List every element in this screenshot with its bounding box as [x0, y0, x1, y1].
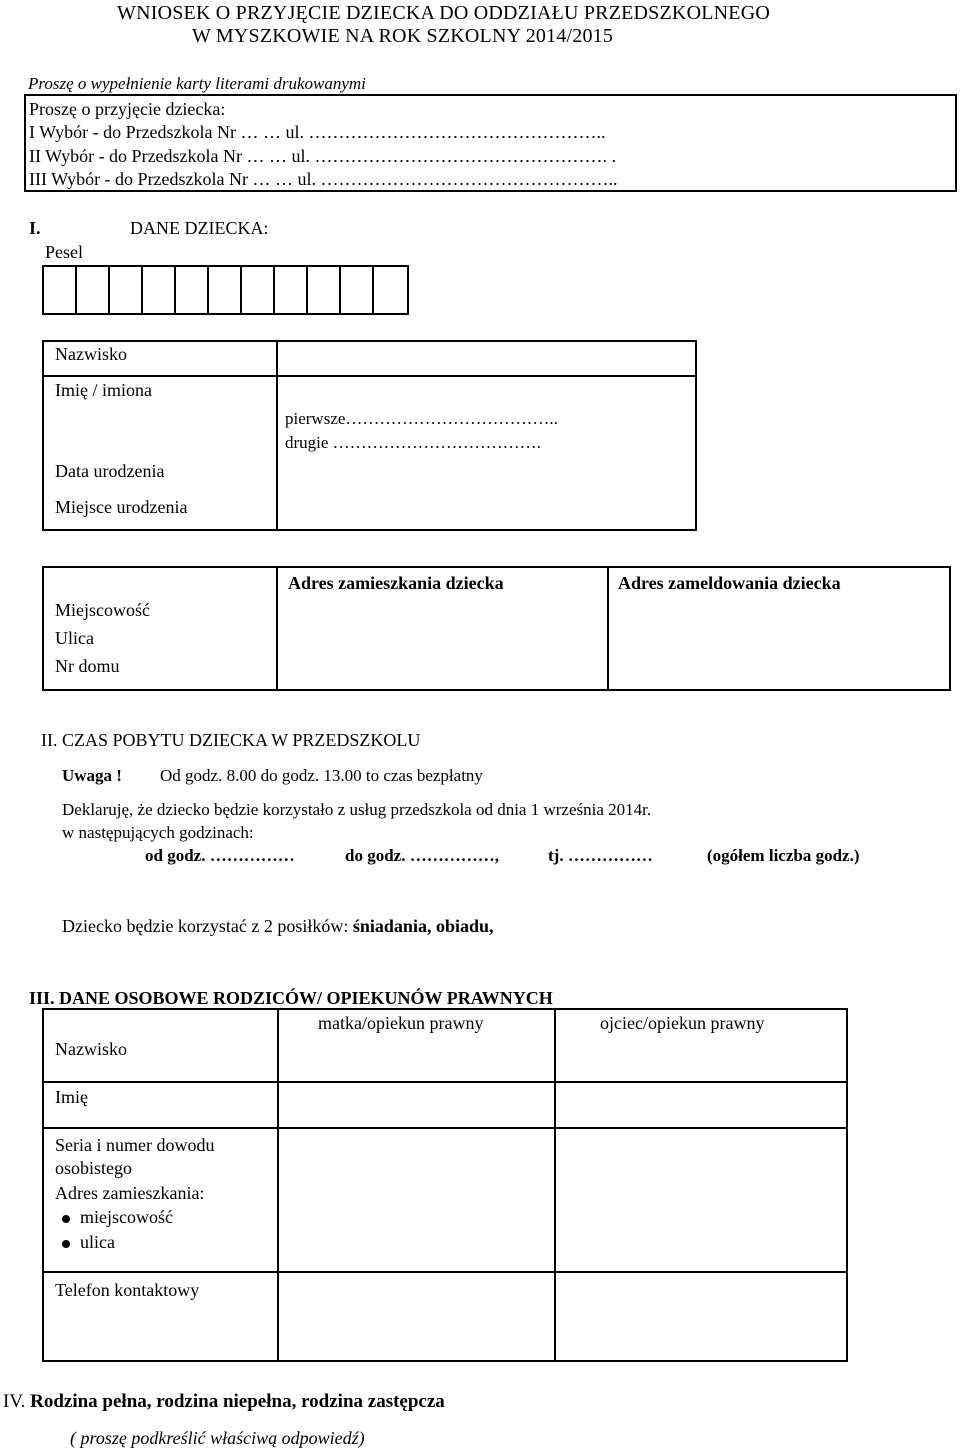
bullet-icon — [62, 1215, 70, 1223]
table-divider — [42, 1081, 848, 1083]
parent-street-item — [62, 1232, 115, 1253]
section1-title: DANE DZIECKA: — [130, 218, 269, 238]
parent-name-label: Imię — [55, 1087, 88, 1107]
section1-number: I. — [29, 218, 41, 238]
hours-total-field[interactable]: tj. …………… — [548, 846, 653, 865]
field-birthplace-label: Miejsce urodzenia — [55, 497, 188, 517]
form-title-line2: W MYSZKOWIE NA ROK SZKOLNY 2014/2015 — [192, 25, 614, 47]
table-divider — [276, 566, 278, 691]
choice-first[interactable]: I Wybór - do Przedszkola Nr … … ul. ………………………………………….. — [29, 122, 606, 142]
table-divider — [277, 1008, 279, 1362]
mother-column-header: matka/opiekun prawny — [318, 1013, 484, 1033]
hours-total-label: (ogółem liczba godz.) — [707, 846, 860, 865]
field-birthdate-label: Data urodzenia — [55, 461, 165, 481]
pesel-digit-cell[interactable] — [209, 267, 242, 313]
pesel-digit-cell[interactable] — [176, 267, 209, 313]
hours-from-field[interactable]: od godz. …………… — [145, 846, 295, 865]
meals-prefix: Dziecko będzie korzystać z 2 posiłków: — [62, 916, 349, 936]
pesel-digit-cell[interactable] — [44, 267, 77, 313]
section4-heading — [3, 1391, 445, 1413]
meals-text — [62, 916, 493, 937]
field-surname-label: Nazwisko — [55, 344, 127, 364]
first-name-field[interactable]: pierwsze……………………………….. — [285, 409, 558, 428]
pesel-digit-cell[interactable] — [308, 267, 341, 313]
section4-instruction: ( proszę podkreślić właściwą odpowiedź) — [70, 1428, 365, 1448]
section3-title: III. DANE OSOBOWE RODZICÓW/ OPIEKUNÓW PRAWNYCH — [29, 988, 553, 1008]
field-names-label: Imię / imiona — [55, 380, 152, 400]
pesel-label: Pesel — [45, 242, 83, 262]
second-name-field[interactable]: drugie ………………………………. — [285, 433, 541, 452]
parent-surname-label: Nazwisko — [55, 1039, 127, 1059]
table-divider — [607, 566, 609, 691]
table-divider — [42, 1271, 848, 1273]
pesel-digit-cell[interactable] — [77, 267, 110, 313]
choice-third[interactable]: III Wybór - do Przedszkola Nr … … ul. ………………………………………….. — [29, 169, 618, 189]
form-title-line1: WNIOSEK O PRZYJĘCIE DZIECKA DO ODDZIAŁU PRZEDSZKOLNEGO — [117, 2, 770, 24]
pesel-digit-cell[interactable] — [275, 267, 308, 313]
parent-address-label: Adres zamieszkania: — [55, 1183, 205, 1203]
choice-heading: Proszę o przyjęcie dziecka: — [29, 99, 226, 119]
table-divider — [276, 340, 278, 531]
table-divider — [42, 375, 697, 377]
fill-instruction: Proszę o wypełnienie karty literami drukowanymi — [28, 74, 366, 93]
note-label: Uwaga ! — [62, 766, 122, 785]
parent-town-item — [62, 1207, 173, 1228]
table-divider — [554, 1008, 556, 1362]
pesel-digit-cell[interactable] — [374, 267, 407, 313]
house-number-label: Nr domu — [55, 656, 120, 676]
residence-address-header: Adres zamieszkania dziecka — [288, 573, 504, 593]
hours-to-field[interactable]: do godz. ……………, — [345, 846, 499, 865]
street-label: Ulica — [55, 628, 94, 648]
choice-second[interactable]: II Wybór - do Przedszkola Nr … … ul. …………………………………………. . — [29, 146, 617, 166]
id-number-label-cont: osobistego — [55, 1158, 133, 1178]
parent-town-label: miejscowość — [80, 1207, 173, 1227]
meals-options[interactable]: śniadania, obiadu, — [352, 916, 494, 936]
bullet-icon — [62, 1240, 70, 1248]
pesel-digit-cell[interactable] — [341, 267, 374, 313]
pesel-input[interactable] — [42, 265, 409, 315]
section4-number: IV. — [3, 1391, 26, 1412]
pesel-digit-cell[interactable] — [110, 267, 143, 313]
declaration-line2: w następujących godzinach: — [62, 823, 254, 842]
family-type-options[interactable]: Rodzina pełna, rodzina niepełna, rodzina zastępcza — [30, 1391, 445, 1412]
parent-phone-label: Telefon kontaktowy — [55, 1280, 200, 1300]
town-label: Miejscowość — [55, 600, 150, 620]
pesel-digit-cell[interactable] — [242, 267, 275, 313]
father-column-header: ojciec/opiekun prawny — [600, 1013, 765, 1033]
id-number-label: Seria i numer dowodu — [55, 1135, 215, 1155]
table-divider — [42, 1127, 848, 1129]
pesel-digit-cell[interactable] — [143, 267, 176, 313]
note-text: Od godz. 8.00 do godz. 13.00 to czas bezpłatny — [160, 766, 483, 785]
section2-title: II. CZAS POBYTU DZIECKA W PRZEDSZKOLU — [41, 730, 421, 750]
registered-address-header: Adres zameldowania dziecka — [618, 573, 841, 593]
parent-street-label: ulica — [80, 1232, 115, 1252]
declaration-line1: Deklaruję, że dziecko będzie korzystało z usług przedszkola od dnia 1 września 2014r. — [62, 800, 652, 819]
